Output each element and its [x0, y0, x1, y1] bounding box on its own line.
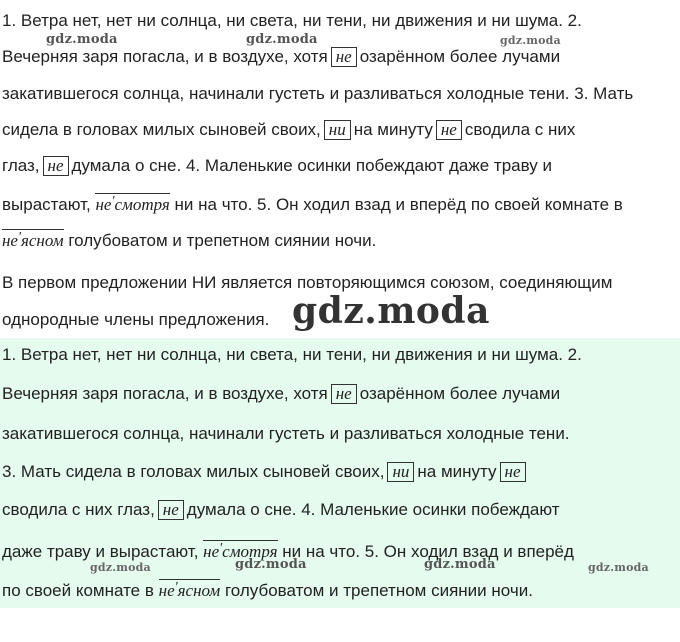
word-prefix: не	[2, 231, 18, 250]
text-line	[2, 228, 376, 251]
text-line	[2, 310, 269, 330]
marked-word	[2, 231, 64, 250]
text-segment: закатившегося солнца, начинали густеть и разливаться холодные тени.	[2, 424, 570, 443]
text-line	[2, 120, 575, 140]
text-segment: озарённом более лучами	[359, 47, 561, 66]
text-line	[2, 424, 570, 444]
text-line	[2, 84, 633, 104]
text-segment: на минуту	[417, 462, 497, 481]
text-segment: однородные члены предложения.	[2, 310, 270, 329]
watermark: gdz.moda	[500, 34, 561, 47]
boxed-particle: не	[331, 47, 357, 67]
text-segment: 1. Ветра нет, нет ни солнца, ни света, ни тени, ни движения и ни шума. 2.	[2, 11, 582, 30]
text-segment: Вечерняя заря погасла, и в воздухе, хотя	[2, 384, 328, 403]
text-segment: Вечерняя заря погасла, и в воздухе, хотя	[2, 47, 328, 66]
text-line	[2, 11, 582, 31]
watermark: gdz.moda	[90, 561, 151, 574]
boxed-particle: ни	[387, 462, 414, 482]
text-line	[2, 578, 533, 601]
word-root: ясном	[177, 581, 221, 600]
text-line	[2, 156, 552, 176]
stress-mark: '	[111, 194, 115, 209]
stress-mark: '	[174, 580, 178, 595]
marked-word	[95, 195, 169, 214]
text-segment: 1. Ветра нет, нет ни солнца, ни света, ни тени, ни движения и ни шума. 2.	[2, 345, 582, 364]
watermark: gdz.moda	[424, 557, 496, 572]
watermark-logo: gdz.moda	[292, 290, 490, 332]
word-root: ясном	[20, 231, 64, 250]
text-segment: голубоватом и трепетном сиянии ночи.	[224, 581, 533, 600]
word-root: смотря	[222, 542, 278, 561]
text-line	[2, 47, 560, 67]
text-segment: закатившегося солнца, начинали густеть и разливаться холодные тени. 3. Мать	[2, 84, 634, 103]
text-line	[2, 345, 582, 365]
text-segment: на минуту	[353, 120, 433, 139]
text-line	[2, 462, 529, 482]
boxed-particle: не	[500, 462, 526, 482]
text-line	[2, 384, 560, 404]
boxed-particle: ни	[324, 120, 351, 140]
text-line	[2, 500, 560, 520]
word-prefix: не	[158, 581, 175, 600]
text-segment: вырастают,	[2, 195, 91, 214]
word-prefix: не	[203, 542, 220, 561]
text-segment: озарённом более лучами	[359, 384, 561, 403]
boxed-particle: не	[158, 500, 184, 520]
boxed-particle: не	[331, 384, 357, 404]
text-line	[2, 192, 623, 215]
watermark: gdz.moda	[588, 561, 649, 574]
text-segment: ни на что. 5. Он ходил взад и вперёд по своей комнате в	[174, 195, 623, 214]
boxed-particle: не	[436, 120, 462, 140]
text-segment: сидела в головах милых сыновей своих,	[2, 120, 321, 139]
text-segment: думала о сне. 4. Маленькие осинки побеждают	[186, 500, 560, 519]
text-segment: думала о сне. 4. Маленькие осинки побеждают даже траву и	[71, 156, 552, 175]
watermark: gdz.moda	[46, 32, 118, 47]
text-segment: ни на что. 5. Он ходил взад и вперёд	[282, 542, 574, 561]
stress-mark: '	[219, 541, 223, 556]
text-segment: голубоватом и трепетном сиянии ночи.	[68, 231, 377, 250]
text-segment: сводила с них глаз,	[2, 500, 155, 519]
word-prefix: не	[95, 195, 112, 214]
word-root: смотря	[114, 195, 170, 214]
stress-mark: '	[17, 230, 21, 245]
watermark: gdz.moda	[246, 32, 318, 47]
text-segment: глаз,	[2, 156, 40, 175]
text-segment: 3. Мать сидела в головах милых сыновей своих,	[2, 462, 385, 481]
text-segment: сводила с них	[464, 120, 576, 139]
marked-word	[159, 581, 221, 600]
text-segment: по своей комнате в	[2, 581, 154, 600]
text-segment: В первом предложении НИ является повторяющимся союзом, соединяющим	[2, 273, 613, 292]
boxed-particle: не	[43, 156, 69, 176]
text-segment: даже траву и вырастают,	[2, 542, 199, 561]
watermark: gdz.moda	[235, 557, 307, 572]
